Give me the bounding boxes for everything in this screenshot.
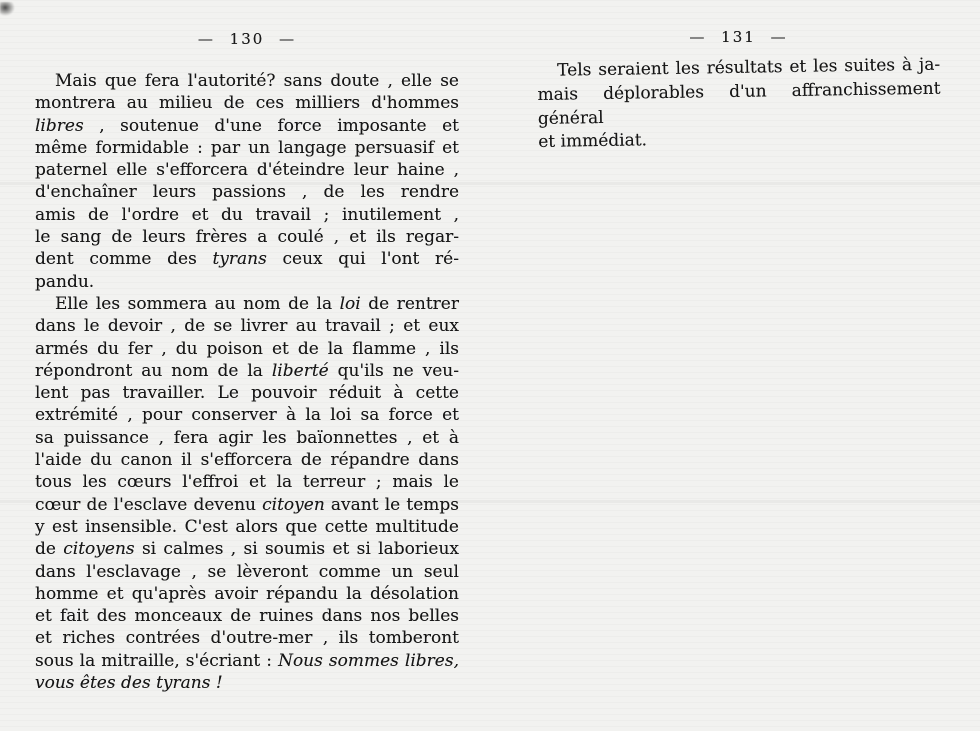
- italic-text: liberté: [271, 360, 329, 381]
- text-segment: homme et qu'après avoir répandu la désolation: [35, 583, 459, 604]
- text-segment: d'enchaîner leurs passions , de les rendre: [35, 182, 459, 203]
- text-segment: pandu.: [35, 271, 95, 292]
- text-line: [538, 125, 941, 155]
- text-line: [35, 293, 459, 315]
- text-line: [35, 627, 459, 649]
- text-segment: paternel elle s'efforcera d'éteindre leur haine ,: [35, 160, 459, 181]
- text-line: [35, 226, 459, 248]
- italic-text: libres: [35, 115, 84, 136]
- text-line: [35, 92, 459, 114]
- text-segment: sous la mitraille, s'écriant :: [35, 650, 279, 671]
- text-line: [35, 338, 459, 360]
- text-segment: dans le devoir , de se livrer au travail ; et eux: [35, 316, 459, 337]
- text-line: [35, 672, 459, 694]
- page-131-text: [537, 54, 941, 156]
- text-line: [35, 538, 459, 560]
- text-segment: et riches contrées d'outre-mer , ils tomberont: [35, 628, 459, 649]
- text-segment: y est insensible. C'est alors que cette multitude: [35, 516, 459, 537]
- text-line: [35, 181, 459, 203]
- italic-text: tyrans: [212, 249, 267, 270]
- italic-text: vous êtes des tyrans !: [35, 673, 223, 694]
- text-segment: Mais que fera l'autorité? sans doute , elle se: [55, 71, 459, 91]
- text-line: [35, 248, 459, 270]
- text-segment: armés du fer , du poison et de la flamme , ils: [35, 338, 459, 359]
- text-line: [35, 650, 459, 672]
- text-line: [537, 77, 941, 131]
- text-segment: extrémité , pour conserver à la loi sa force et: [35, 405, 459, 426]
- paragraph: [35, 293, 459, 694]
- text-line: [35, 159, 459, 181]
- text-segment: de rentrer: [360, 293, 459, 314]
- text-segment: sa puissance , fera agir les baïonnettes , et à: [35, 427, 459, 448]
- italic-text: citoyen: [262, 494, 325, 515]
- italic-text: loi: [339, 293, 361, 314]
- italic-text: Nous sommes libres,: [278, 650, 459, 671]
- text-segment: dans l'esclavage , se lèveront comme un seul: [35, 561, 459, 582]
- text-segment: si calmes , si soumis et si laborieux: [134, 539, 459, 560]
- text-line: [35, 271, 459, 293]
- text-segment: montrera au milieu de ces milliers d'hommes: [35, 93, 459, 114]
- text-segment: et fait des monceaux de ruines dans nos belles: [35, 606, 459, 627]
- text-line: [35, 427, 459, 449]
- text-line: [35, 583, 459, 605]
- text-segment: Elle les sommera au nom de la: [55, 293, 340, 314]
- text-line: [35, 315, 459, 337]
- text-segment: répondront au nom de la: [35, 360, 272, 381]
- text-segment: tous les cœurs l'effroi et la terreur ; mais le: [35, 472, 459, 493]
- text-segment: lent pas travailler. Le pouvoir réduit à cette: [35, 383, 459, 404]
- text-segment: amis de l'ordre et du travail ; inutilement ,: [35, 204, 459, 225]
- text-segment: Tels seraient les résultats et les suites à ja-: [557, 54, 941, 81]
- text-segment: , soutenue d'une force imposante et: [83, 115, 459, 136]
- text-line: [35, 516, 459, 538]
- text-segment: même formidable : par un langage persuasif et: [35, 137, 459, 158]
- paragraph: [537, 54, 941, 156]
- text-segment: mais déplorables d'un affranchissement général: [537, 78, 941, 129]
- italic-text: citoyens: [63, 539, 135, 560]
- text-segment: qu'ils ne veu-: [328, 360, 459, 381]
- text-segment: de: [35, 539, 64, 560]
- text-segment: le sang de leurs frères a coulé , et ils regar-: [35, 227, 459, 248]
- text-line: [35, 115, 459, 137]
- page-130-text: [35, 70, 459, 694]
- text-line: [35, 404, 459, 426]
- text-line: [35, 471, 459, 493]
- page-number-right: — 131 —: [689, 28, 788, 46]
- text-segment: ceux qui l'ont ré-: [266, 249, 459, 270]
- page-number-left: — 130 —: [197, 30, 297, 48]
- text-line: [35, 561, 459, 583]
- text-line: [35, 70, 459, 92]
- paragraph: [35, 70, 459, 293]
- text-line: [35, 605, 459, 627]
- text-segment: avant le temps: [324, 494, 459, 515]
- text-line: [35, 137, 459, 159]
- page-131: [490, 0, 980, 731]
- text-line: [35, 382, 459, 404]
- text-segment: l'aide du canon il s'efforcera de répandre dans: [35, 450, 459, 471]
- text-segment: cœur de l'esclave devenu: [35, 494, 263, 515]
- text-segment: et immédiat.: [538, 130, 648, 153]
- text-line: [35, 204, 459, 226]
- text-line: [35, 360, 459, 382]
- text-line: [35, 494, 459, 516]
- text-line: [35, 449, 459, 471]
- text-segment: dent comme des: [35, 249, 213, 270]
